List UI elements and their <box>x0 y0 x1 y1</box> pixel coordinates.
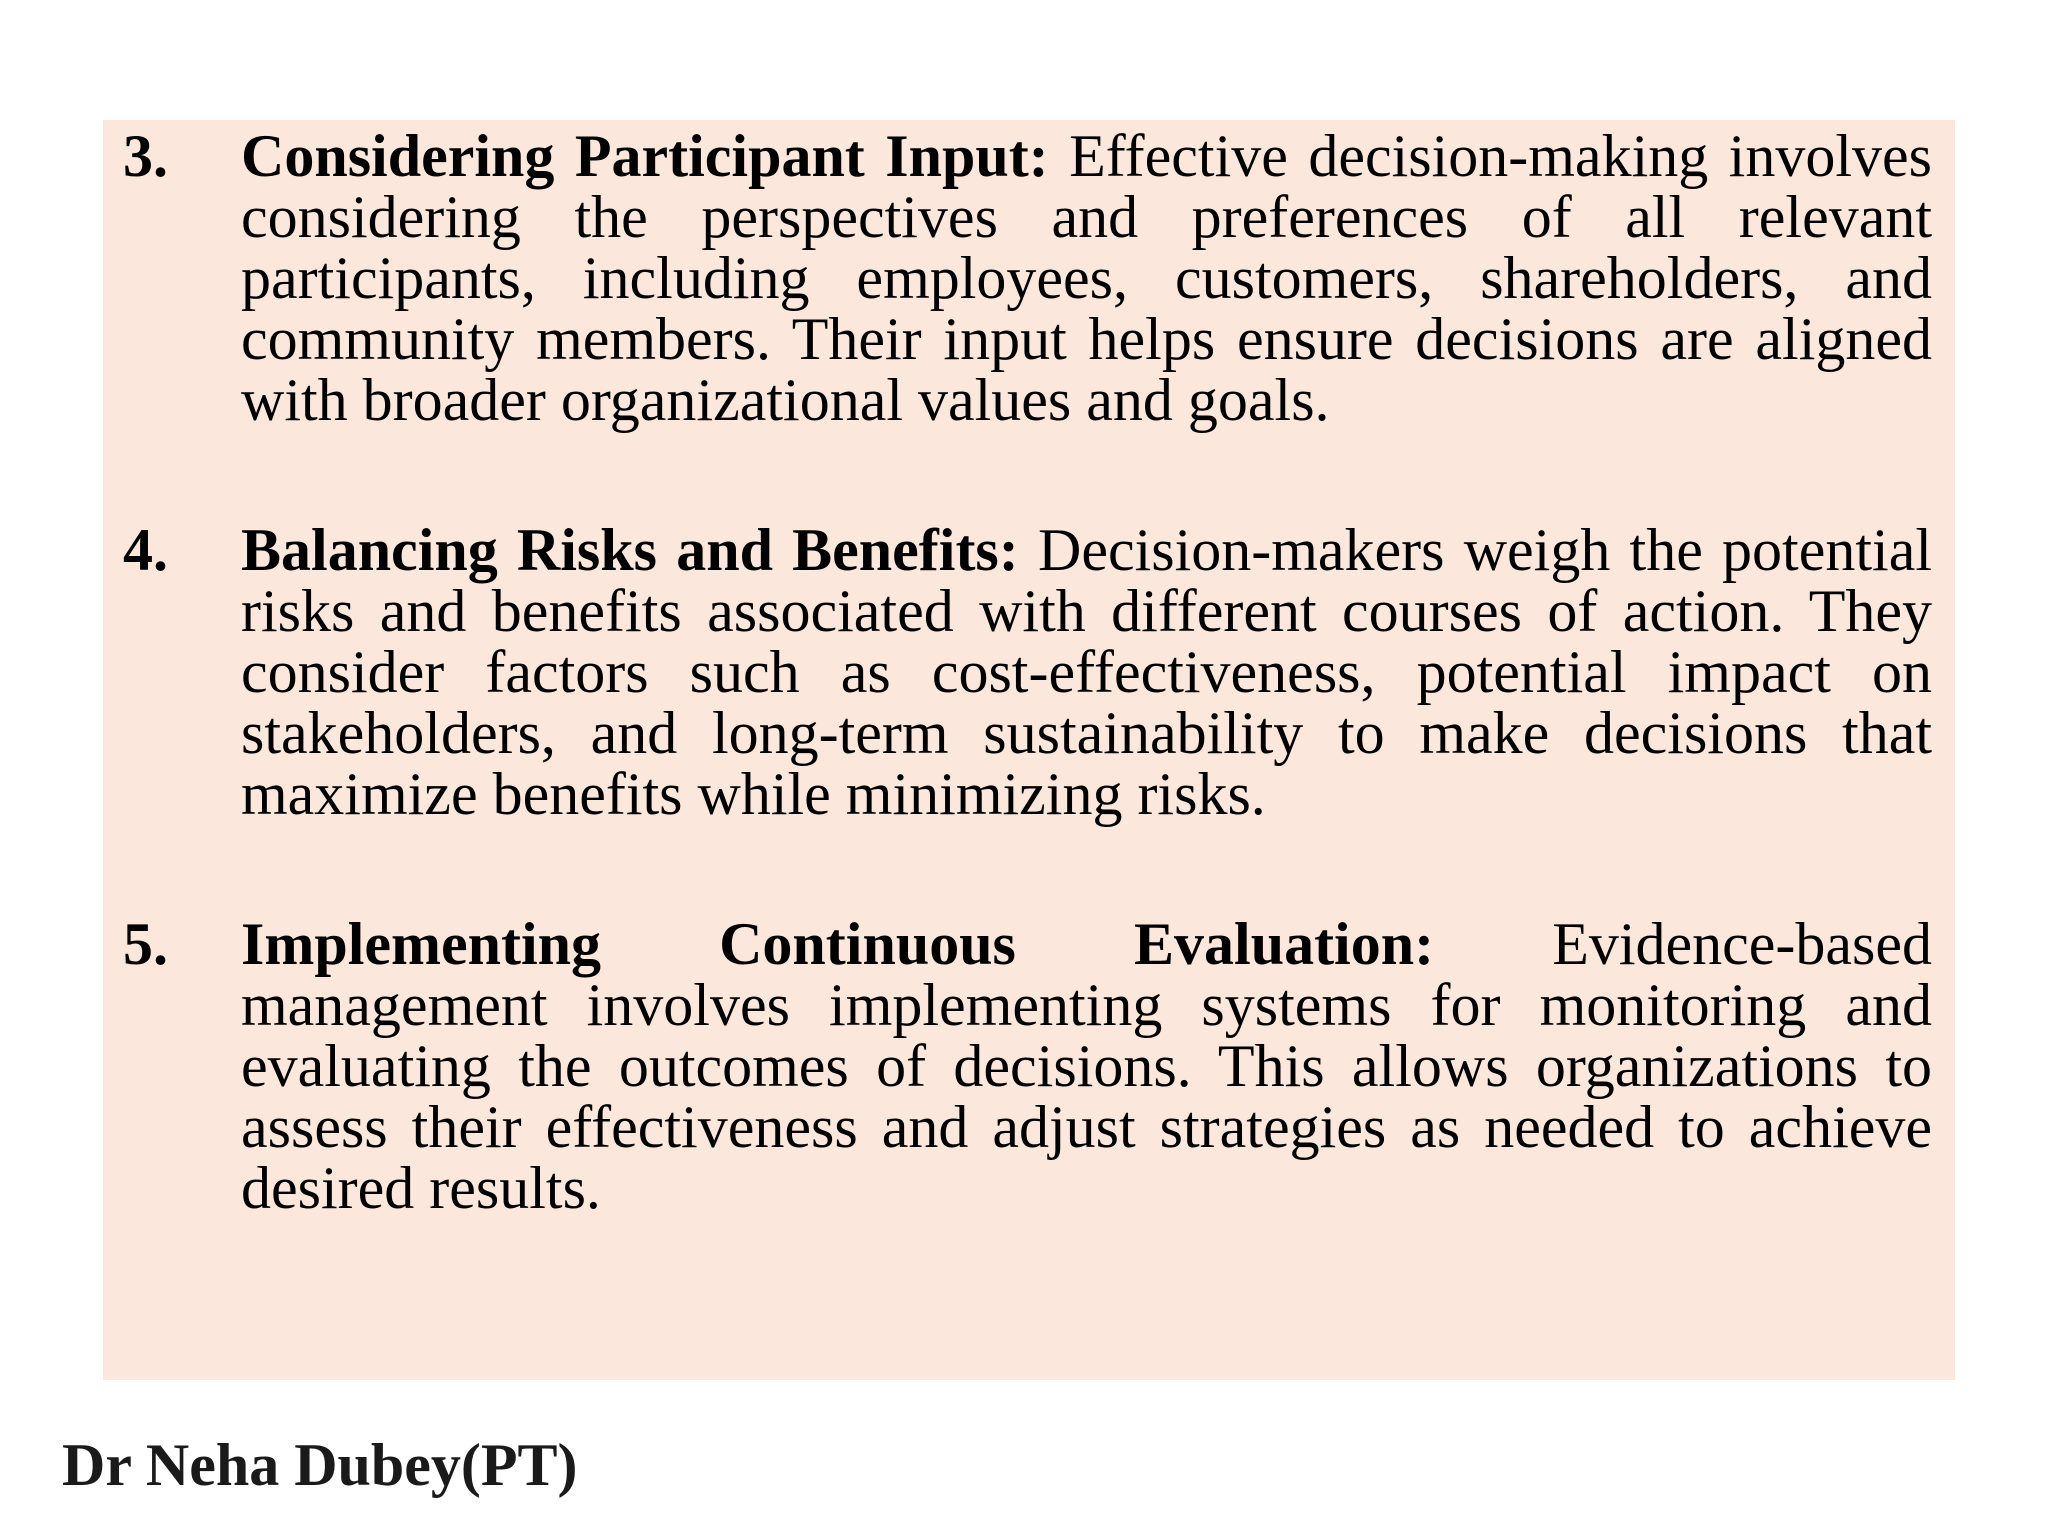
content-panel <box>103 120 1955 1380</box>
item-heading: Balancing Risks and Benefits: <box>241 517 1019 583</box>
item-body: Effective decision-making involves considering the perspectives and preferences of all relevant participants, including employees, customers, shareholders, and community members. Their input helps ensure decisions are aligned with broader organizational values and goals. <box>241 123 1933 433</box>
author-signature: Dr Neha Dubey(PT) <box>62 1432 578 1498</box>
item-body: Decision-makers weigh the potential risks and benefits associated with different courses of action. They consider factors such as cost-effectiveness, potential impact on stakeholders, and long-term sustainability to make decisions that maximize benefits while minimizing risks. <box>241 517 1932 827</box>
item-body: Evidence-based management involves implementing systems for monitoring and evaluating the outcomes of decisions. This allows organizations to assess their effectiveness and adjust strategies as needed to achieve desired results. <box>241 911 1932 1221</box>
item-text <box>241 123 1933 433</box>
item-heading: Implementing Continuous Evaluation: <box>241 911 1435 977</box>
item-heading: Considering Participant Input: <box>241 123 1049 189</box>
item-text <box>241 911 1932 1221</box>
item-number: 4. <box>123 517 168 583</box>
item-number: 5. <box>123 911 168 977</box>
item-number: 3. <box>123 123 168 189</box>
item-text <box>241 517 1932 827</box>
